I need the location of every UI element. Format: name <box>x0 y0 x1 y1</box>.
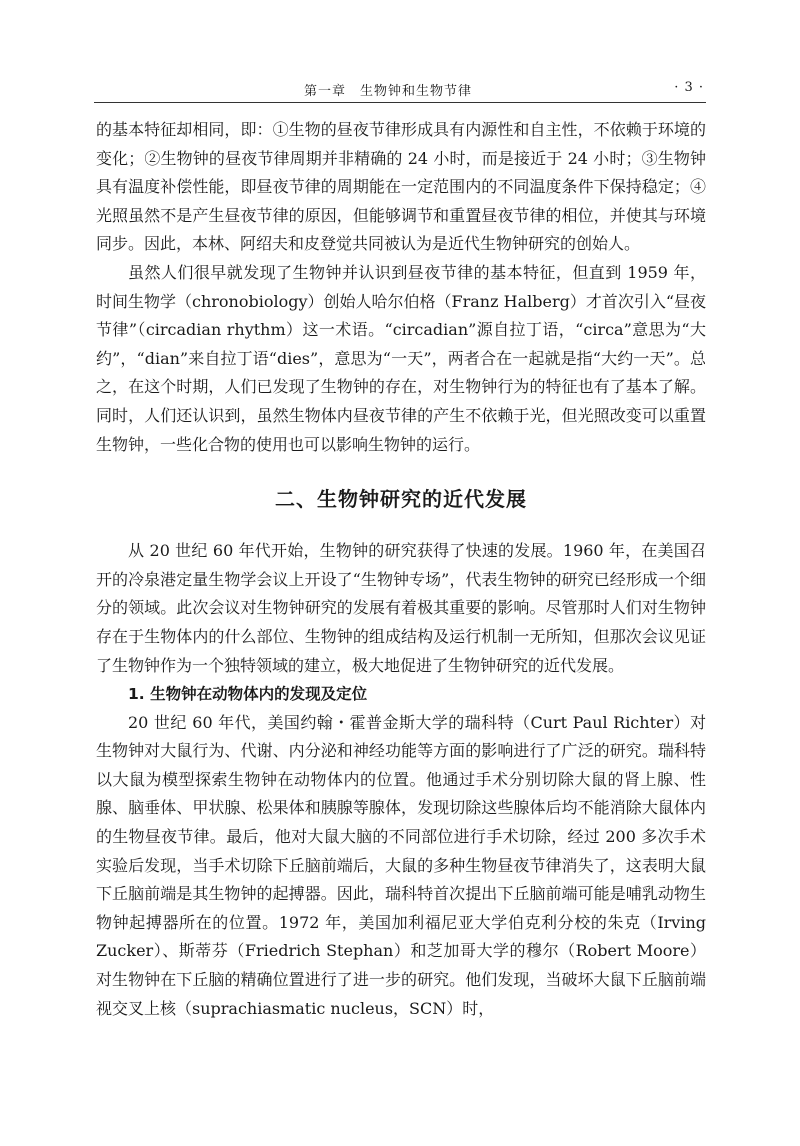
running-header <box>94 80 706 103</box>
paragraph-4: 20 世纪 60 年代，美国约翰・霍普金斯大学的瑞科特（Curt Paul Richter）对生物钟对大鼠行为、代谢、内分泌和神经功能等方面的影响进行了广泛的研究。瑞科特以大鼠为模型探索生物钟在动物体内的位置。他通过手术分别切除大鼠的肾上腺、性腺、脑垂体、甲状腺、松果体和胰腺等腺体，发现切除这些腺体后均不能消除大鼠体内的生物昼夜节律。最后，他对大鼠大脑的不同部位进行手术切除，经过 200 多次手术实验后发现，当手术切除下丘脑前端后，大鼠的多种生物昼夜节律消失了，这表明大鼠下丘脑前端是其生物钟的起搏器。因此，瑞科特首次提出下丘脑前端可能是哺乳动物生物钟起搏器所在的位置。1972 年，美国加利福尼亚大学伯克利分校的朱克（Irving Zucker）、斯蒂芬（Friedrich Stephan）和芝加哥大学的穆尔（Robert Moore）对生物钟在下丘脑的精确位置进行了进一步的研究。他们发现，当破坏大鼠下丘脑前端视交叉上核（suprachiasmatic nucleus，SCN）时， <box>96 712 706 1018</box>
paragraph-3: 从 20 世纪 60 年代开始，生物钟的研究获得了快速的发展。1960 年，在美国召开的冷泉港定量生物学会议上开设了“生物钟专场”，代表生物钟的研究已经形成一个细分的领域。此次会议对生物钟研究的发展有着极其重要的影响。尽管那时人们对生物钟存在于生物体内的什么部位、生物钟的组成结构及运行机制一无所知，但那次会议见证了生物钟作为一个独特领域的建立，极大地促进了生物钟研究的近代发展。 <box>96 541 706 675</box>
section-heading: 二、生物钟研究的近代发展 <box>275 487 527 512</box>
page-number: · 3 · <box>674 80 704 95</box>
subsection-heading: 1. 生物钟在动物体内的发现及定位 <box>128 685 368 704</box>
chapter-title: 第一章 生物钟和生物节律 <box>304 84 473 99</box>
paragraph-1: 的基本特征却相同，即：①生物的昼夜节律形成具有内源性和自主性，不依赖于环境的变化；②生物钟的昼夜节律周期并非精确的 24 小时，而是接近于 24 小时；③生物钟具有温度补偿性能，即昼夜节律的周期能在一定范围内的不同温度条件下保持稳定；④光照虽然不是产生昼夜节律的原因，但能够调节和重置昼夜节律的相位，并使其与环境同步。因此，本林、阿绍夫和皮登觉共同被认为是近代生物钟研究的创始人。 <box>96 120 706 254</box>
paragraph-2: 虽然人们很早就发现了生物钟并认识到昼夜节律的基本特征，但直到 1959 年，时间生物学（chronobiology）创始人哈尔伯格（Franz Halberg）才首次引入“昼夜节律”（circadian rhythm）这一术语。“circadian”源自拉丁语，“circa”意思为“大约”，“dian”来自拉丁语“dies”，意思为“一天”，两者合在一起就是指“大约一天”。总之，在这个时期，人们已发现了生物钟的存在，对生物钟行为的特征也有了基本了解。同时，人们还认识到，虽然生物体内昼夜节律的产生不依赖于光，但光照改变可以重置生物钟，一些化合物的使用也可以影响生物钟的运行。 <box>96 262 707 454</box>
body-text <box>96 116 706 1023</box>
